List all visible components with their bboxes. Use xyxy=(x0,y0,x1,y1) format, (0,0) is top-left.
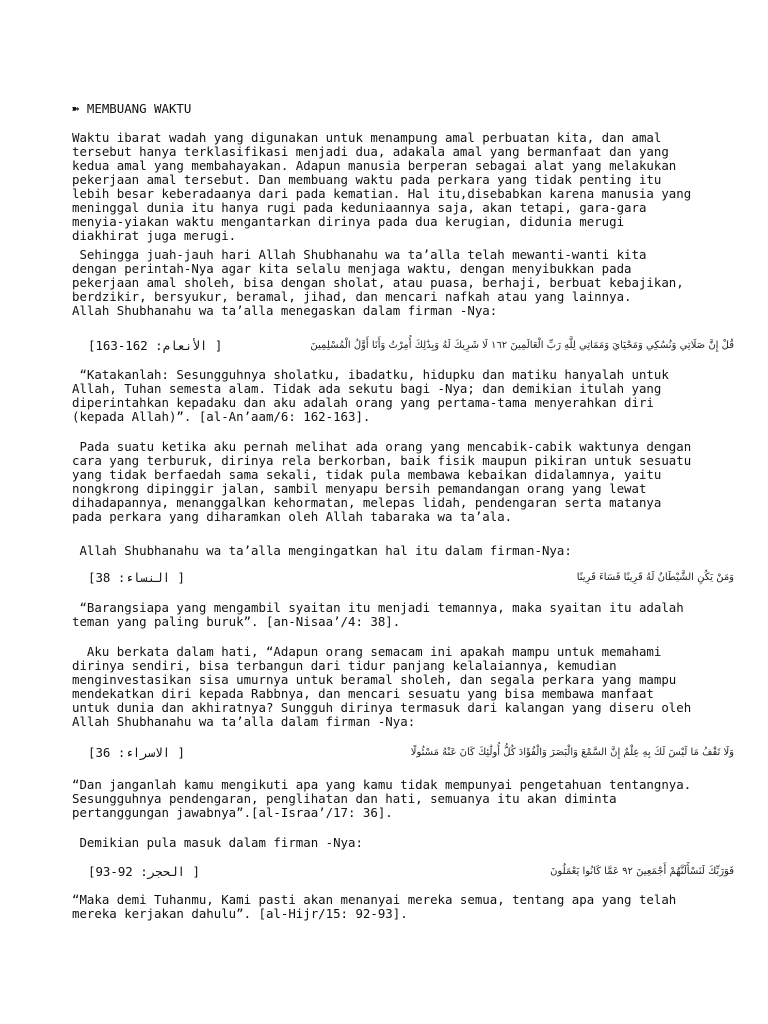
arabic-verse-text: قُلْ إِنَّ صَلَاتِي وَنُسُكِي وَمَحْيَايَ وَمَمَاتِي لِلَّهِ رَبِّ الْعَالَمِينَ ١٦٢ لَا شَرِيكَ لَهُ وَبِذَٰلِكَ أُمِرْتُ وَأَنَا أَوَّلُ الْمُسْلِمِينَ xyxy=(310,340,734,351)
paragraph-observation: Pada suatu ketika aku pernah melihat ada orang yang mencabik-cabik waktunya dengan cara yang terburuk, dirinya rela berkorban, baik fisik maupun pikiran untuk sesuatu yang tidak berfaedah sama sekali, tidak pula membawa kebaikan didalamnya, yaitu nongkrong dipinggir jalan, sambil menyapu bersih pemandangan orang yang lewat dihadapannya, menanggalkan kehormatan, melepas lidah, pendengaran serta matanya pada perkara yang diharamkan oleh Allah tabaraka wa ta’ala. xyxy=(72,439,692,524)
quran-verse-nisaa xyxy=(88,567,734,589)
paragraph-also: Demikian pula masuk dalam firman -Nya: xyxy=(72,835,363,850)
arabic-verse-text: وَمَنْ يَكُنِ الشَّيْطَانُ لَهُ قَرِينًا فَسَاءَ قَرِينًا xyxy=(576,572,734,583)
verse-reference: [163-162 :الأنعام ] xyxy=(88,338,223,353)
paragraph-translation-anam: “Katakanlah: Sesungguhnya sholatku, ibadatku, hidupku dan matiku hanyalah untuk Allah, Tuhan semesta alam. Tidak ada sekutu bagi -Nya; dan demikian itulah yang diperintahkan kepadaku dan aku adalah orang yang pertama-tama menyerahkan diri (kepada Allah)”. [al-An’aam/6: 162-163]. xyxy=(72,367,669,424)
paragraph-intro: Waktu ibarat wadah yang digunakan untuk menampung amal perbuatan kita, dan amal tersebut hanya terklasifikasi menjadi dua, adakala amal yang bermanfaat dan yang kedua amal yang membahayakan. Adapun manusia berperan sebagai alat yang melakukan pekerjaan amal tersebut. Dan membuang waktu pada perkara yang tidak penting itu lebih besar keberadaanya dari pada kematian. Hal itu,disebabkan karena manusia yang meninggal dunia itu hanya rugi pada keduniaannya saja, akan tetapi, gara-gara menyia-yiakan waktu mengantarkan dirinya pada dua kerugian, didunia merugi diakhirat juga merugi. xyxy=(72,130,692,243)
paragraph-allah-command: Sehingga juah-jauh hari Allah Shubhanahu wa ta’alla telah mewanti-wanti kita dengan perintah-Nya agar kita selalu menjaga waktu, dengan menyibukkan pada pekerjaan amal sholeh, bisa dengan sholat, atau puasa, berhaji, berbuat kebajikan, berdzikir, bersyukur, beramal, jihad, dan mencari nafkah atau yang lainnya. Allah Shubhanahu wa ta’alla menegaskan dalam firman -Nya: xyxy=(72,247,684,318)
quran-verse-hijr xyxy=(88,861,734,883)
verse-reference: [93-92 :الحجر ] xyxy=(88,864,200,879)
paragraph-translation-israa: “Dan janganlah kamu mengikuti apa yang kamu tidak mempunyai pengetahuan tentangnya. Sesungguhnya pendengaran, penglihatan dan hati, semuanya itu akan diminta pertanggungan jawabnya”.[al-Israa’/17: 36]. xyxy=(72,777,692,820)
paragraph-translation-hijr: “Maka demi Tuhanmu, Kami pasti akan menanyai mereka semua, tentang apa yang telah mereka kerjakan dahulu”. [al-Hijr/15: 92-93]. xyxy=(72,892,677,921)
quran-verse-israa xyxy=(88,742,734,764)
paragraph-translation-nisaa: “Barangsiapa yang mengambil syaitan itu menjadi temannya, maka syaitan itu adalah teman yang paling buruk”. [an-Nisaa’/4: 38]. xyxy=(72,600,684,629)
verse-reference: [38 :النساء ] xyxy=(88,570,185,585)
verse-reference: [36 :الاسراء ] xyxy=(88,745,185,760)
paragraph-reflection: Aku berkata dalam hati, “Adapun orang semacam ini apakah mampu untuk memahami dirinya sendiri, bisa terbangun dari tidur panjang kelalaiannya, kemudian menginvestasikan sisa umurnya untuk beramal sholeh, dan segala perkara yang mampu mendekatkan diri kepada Rabbnya, dan mencari sesuatu yang bisa membawa manfaat untuk dunia dan akhiratnya? Sungguh dirinya termasuk dari kalangan yang diseru oleh Allah Shubhanahu wa ta’alla dalam firman -Nya: xyxy=(72,644,692,729)
paragraph-reminder: Allah Shubhanahu wa ta’alla mengingatkan hal itu dalam firman-Nya: xyxy=(72,543,572,558)
quran-verse-anam xyxy=(88,335,734,357)
section-heading: ➽ MEMBUANG WAKTU xyxy=(72,101,192,116)
arabic-verse-text: وَلَا تَقْفُ مَا لَيْسَ لَكَ بِهِ عِلْمٌ إِنَّ السَّمْعَ وَالْبَصَرَ وَالْفُؤَادَ كُلُّ أُولَٰئِكَ كَانَ عَنْهُ مَسْئُولًا xyxy=(410,747,734,758)
arabic-verse-text: فَوَرَبِّكَ لَنَسْأَلَنَّهُمْ أَجْمَعِينَ ٩٢ عَمَّا كَانُوا يَعْمَلُونَ xyxy=(550,866,734,877)
